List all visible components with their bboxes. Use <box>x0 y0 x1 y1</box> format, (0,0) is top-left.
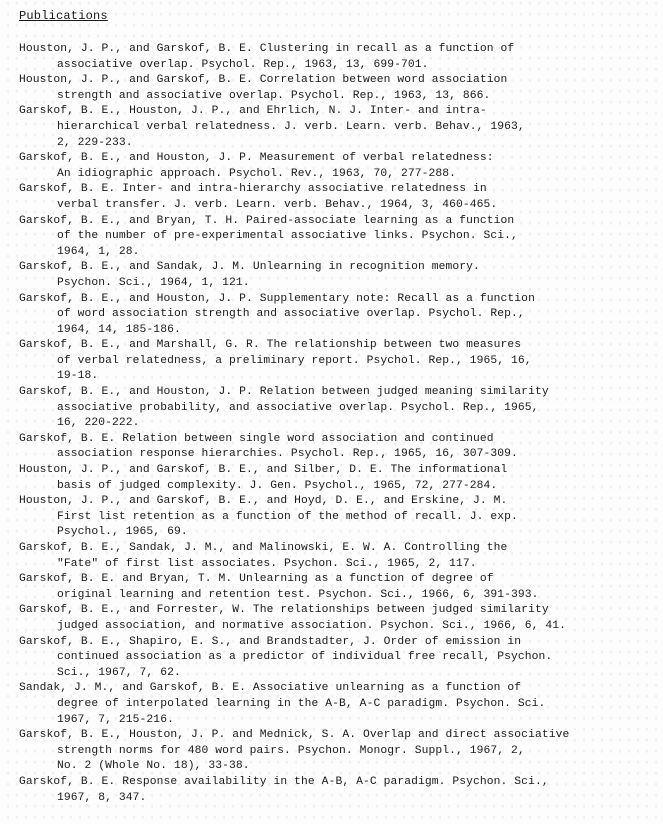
citation-line: associative probability, and associative overlap. Psychol. Rep., 1965, <box>57 401 539 414</box>
citation-line: of the number of pre-experimental associative links. Psychon. Sci., <box>57 230 518 243</box>
publication-entry <box>19 260 659 291</box>
publication-entry <box>19 775 659 806</box>
citation-line: judged association, and normative association. Psychon. Sci., 1966, 6, 41. <box>57 619 567 632</box>
publication-entry <box>19 572 659 603</box>
citation-line: Garskof, B. E., Shapiro, E. S., and Brandstadter, J. Order of emission in <box>19 635 522 648</box>
publication-entry <box>19 385 659 432</box>
citation-line: Sci., 1967, 7, 62. <box>57 666 181 679</box>
publication-entry <box>19 728 659 775</box>
publication-list <box>19 42 659 806</box>
citation-line: 16, 220-222. <box>57 417 140 430</box>
citation-line: of verbal relatedness, a preliminary report. Psychol. Rep., 1965, 16, <box>57 354 532 367</box>
publication-entry <box>19 151 659 182</box>
publication-entry <box>19 463 659 494</box>
citation-line: continued association as a predictor of individual free recall, Psychon. <box>57 651 553 664</box>
citation-line: An idiographic approach. Psychol. Rev., 1963, 70, 277-288. <box>57 167 456 180</box>
citation-line: Houston, J. P., and Garskof, B. E. Correlation between word association <box>19 74 508 87</box>
publication-entry <box>19 635 659 682</box>
citation-line: 1964, 1, 28. <box>57 245 140 258</box>
citation-line: strength and associative overlap. Psychol. Rep., 1963, 13, 866. <box>57 89 491 102</box>
citation-line: of word association strength and associative overlap. Psychol. Rep., <box>57 308 525 321</box>
citation-line: associative overlap. Psychol. Rep., 1963, 13, 699-701. <box>57 58 429 71</box>
publication-entry <box>19 42 659 73</box>
citation-line: Garskof, B. E., and Houston, J. P. Relation between judged meaning similarity <box>19 386 549 399</box>
citation-line: 1967, 7, 215-216. <box>57 713 174 726</box>
citation-line: Garskof, B. E. and Bryan, T. M. Unlearning as a function of degree of <box>19 573 494 586</box>
publication-entry <box>19 104 659 151</box>
publication-entry <box>19 494 659 541</box>
citation-line: Sandak, J. M., and Garskof, B. E. Associative unlearning as a function of <box>19 682 522 695</box>
citation-line: degree of interpolated learning in the A-B, A-C paradigm. Psychon. Sci. <box>57 697 546 710</box>
citation-line: Garskof, B. E., and Houston, J. P. Measurement of verbal relatedness: <box>19 152 494 165</box>
citation-line: Psychol., 1965, 69. <box>57 526 188 539</box>
publication-entry <box>19 603 659 634</box>
citation-line: Garskof, B. E., and Houston, J. P. Supplementary note: Recall as a function <box>19 292 535 305</box>
citation-line: verbal transfer. J. verb. Learn. verb. Behav., 1964, 3, 460-465. <box>57 198 498 211</box>
citation-line: Garskof, B. E., Sandak, J. M., and Malinowski, E. W. A. Controlling the <box>19 542 508 554</box>
citation-line: 19-18. <box>57 370 99 383</box>
citation-line: Garskof, B. E. Inter- and intra-hierarchy associative relatedness in <box>19 183 487 196</box>
citation-line: original learning and retention test. Psychon. Sci., 1966, 6, 391-393. <box>57 588 539 601</box>
publication-entry <box>19 338 659 385</box>
citation-line: hierarchical verbal relatedness. J. verb. Learn. verb. Behav., 1963, <box>57 120 525 133</box>
citation-line: 1967, 8, 347. <box>57 791 147 804</box>
citation-line: Garskof, B. E. Response availability in the A-B, A-C paradigm. Psychon. Sci., <box>19 775 549 788</box>
citation-line: Garskof, B. E., and Marshall, G. R. The relationship between two measures <box>19 339 522 352</box>
publication-entry <box>19 681 659 728</box>
citation-line: Garskof, B. E., and Sandak, J. M. Unlearning in recognition memory. <box>19 261 480 274</box>
publication-entry <box>19 292 659 339</box>
citation-line: Houston, J. P., and Garskof, B. E., and Hoyd, D. E., and Erskine, J. M. <box>19 495 508 508</box>
publication-entry <box>19 182 659 213</box>
citation-line: "Fate" of first list associates. Psychon. Sci., 1965, 2, 117. <box>57 557 477 570</box>
publication-entry <box>19 541 659 572</box>
citation-line: No. 2 (Whole No. 18), 33-38. <box>57 760 250 773</box>
citation-line: First list retention as a function of the method of recall. J. exp. <box>57 510 518 523</box>
publication-entry <box>19 432 659 463</box>
publication-entry <box>19 214 659 261</box>
citation-line: Garskof, B. E., and Bryan, T. H. Paired-associate learning as a function <box>19 214 515 227</box>
citation-line: Houston, J. P., and Garskof, B. E., and Silber, D. E. The informational <box>19 464 508 477</box>
citation-line: strength norms for 480 word pairs. Psychon. Monogr. Suppl., 1967, 2, <box>57 744 525 757</box>
citation-line: Houston, J. P., and Garskof, B. E. Clustering in recall as a function of <box>19 43 515 55</box>
page-heading: Publications <box>19 9 108 23</box>
citation-line: 1964, 14, 185-186. <box>57 323 181 336</box>
citation-line: association response hierarchies. Psychol. Rep., 1965, 16, 307-309. <box>57 448 518 461</box>
citation-line: basis of judged complexity. J. Gen. Psychol., 1965, 72, 277-284. <box>57 479 498 492</box>
citation-line: 2, 229-233. <box>57 136 133 149</box>
citation-line: Garskof, B. E., Houston, J. P. and Mednick, S. A. Overlap and direct associative <box>19 729 570 742</box>
citation-line: Garskof, B. E., Houston, J. P., and Ehrlich, N. J. Inter- and intra- <box>19 105 487 118</box>
citation-line: Garskof, B. E., and Forrester, W. The relationships between judged similarity <box>19 604 549 617</box>
publication-entry <box>19 73 659 104</box>
citation-line: Garskof, B. E. Relation between single word association and continued <box>19 432 494 445</box>
citation-line: Psychon. Sci., 1964, 1, 121. <box>57 276 250 289</box>
